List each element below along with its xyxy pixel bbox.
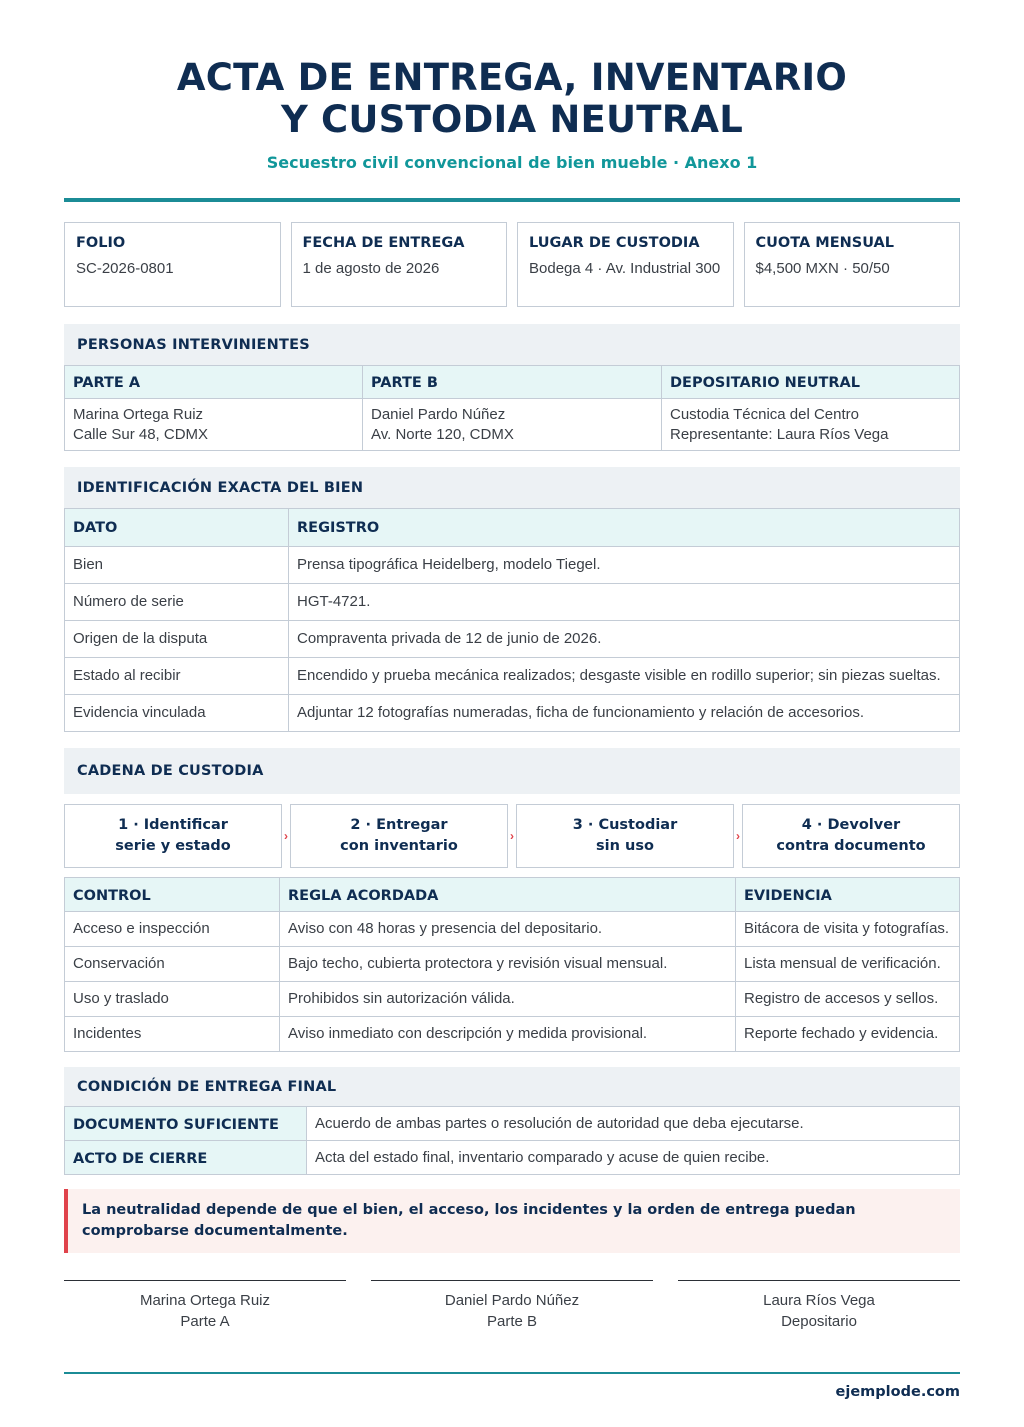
- info-value: 1 de agosto de 2026: [302, 260, 440, 277]
- chevron-right-icon: ›: [736, 829, 740, 843]
- signature-block: [678, 1280, 960, 1332]
- signature-row: [64, 1280, 960, 1332]
- signature-block: [371, 1280, 653, 1332]
- table-cell: Encendido y prueba mecánica realizados; desgaste visible en rodillo superior; sin piezas sueltas.: [289, 658, 960, 695]
- table-cell: Acta del estado final, inventario comparado y acuse de quien recibe.: [307, 1141, 960, 1175]
- custody-steps: [64, 804, 960, 868]
- info-box-fee: [744, 222, 961, 307]
- table-cell: Prohibidos sin autorización válida.: [280, 982, 736, 1017]
- table-row: [65, 584, 960, 621]
- section-heading-people: PERSONAS INTERVINIENTES: [64, 324, 960, 365]
- section-heading-final: CONDICIÓN DE ENTREGA FINAL: [64, 1067, 960, 1106]
- person-cell: [65, 399, 363, 451]
- table-cell: Aviso inmediato con descripción y medida provisional.: [280, 1017, 736, 1052]
- bottom-divider: [64, 1372, 960, 1374]
- table-cell: Incidentes: [65, 1017, 280, 1052]
- column-header: DATO: [65, 509, 289, 547]
- info-box-folio: [64, 222, 281, 307]
- table-cell: Bitácora de visita y fotografías.: [736, 912, 960, 947]
- table-row: [65, 1107, 960, 1141]
- person-name: Marina Ortega Ruiz: [73, 406, 204, 423]
- person-address: Calle Sur 48, CDMX: [73, 426, 209, 443]
- table-cell: Número de serie: [65, 584, 289, 621]
- table-cell: Prensa tipográfica Heidelberg, modelo Tiegel.: [289, 547, 960, 584]
- column-header: DEPOSITARIO NEUTRAL: [662, 366, 960, 399]
- signer-name: Laura Ríos Vega: [763, 1292, 875, 1309]
- custody-step-4: [742, 804, 960, 868]
- column-header: REGISTRO: [289, 509, 960, 547]
- signer-role: Depositario: [781, 1313, 857, 1330]
- document-page: [64, 0, 960, 1332]
- info-value: Bodega 4 · Av. Industrial 300: [529, 260, 721, 277]
- info-row: [64, 222, 960, 307]
- table-cell: Acuerdo de ambas partes o resolución de autoridad que deba ejecutarse.: [307, 1107, 960, 1141]
- document-title: [64, 57, 960, 141]
- step-line: con inventario: [340, 838, 458, 854]
- table-row: [65, 658, 960, 695]
- table-cell: Uso y traslado: [65, 982, 280, 1017]
- info-label: LUGAR DE CUSTODIA: [529, 235, 700, 251]
- table-cell: Lista mensual de verificación.: [736, 947, 960, 982]
- table-cell: Conservación: [65, 947, 280, 982]
- person-cell: [662, 399, 960, 451]
- final-condition-table: [64, 1106, 960, 1175]
- info-label: CUOTA MENSUAL: [755, 235, 894, 251]
- person-representative: Representante: Laura Ríos Vega: [670, 426, 889, 443]
- title-line-1: ACTA DE ENTREGA, INVENTARIO: [176, 56, 848, 99]
- column-header: CONTROL: [65, 878, 280, 912]
- person-cell: [363, 399, 662, 451]
- table-cell: Origen de la disputa: [65, 621, 289, 658]
- column-header: EVIDENCIA: [736, 878, 960, 912]
- person-name: Daniel Pardo Núñez: [371, 406, 506, 423]
- info-value: $4,500 MXN · 50/50: [755, 260, 890, 277]
- step-line: 2 · Entregar: [350, 817, 448, 833]
- table-row: [65, 982, 960, 1017]
- table-cell: Estado al recibir: [65, 658, 289, 695]
- chevron-right-icon: ›: [510, 829, 514, 843]
- table-cell: Reporte fechado y evidencia.: [736, 1017, 960, 1052]
- document-subtitle: Secuestro civil convencional de bien mueble · Anexo 1: [266, 153, 758, 172]
- custody-step-3: [516, 804, 734, 868]
- section-heading-custody: CADENA DE CUSTODIA: [64, 748, 960, 794]
- info-value: SC-2026-0801: [76, 260, 174, 277]
- table-row: [65, 947, 960, 982]
- table-cell: Registro de accesos y sellos.: [736, 982, 960, 1017]
- person-address: Av. Norte 120, CDMX: [371, 426, 514, 443]
- row-header: DOCUMENTO SUFICIENTE: [65, 1107, 307, 1141]
- top-divider: [64, 198, 960, 202]
- table-cell: Compraventa privada de 12 de junio de 2026.: [289, 621, 960, 658]
- table-cell: Aviso con 48 horas y presencia del depositario.: [280, 912, 736, 947]
- signer-role: Parte A: [180, 1313, 230, 1330]
- signer-role: Parte B: [486, 1313, 538, 1330]
- step-line: serie y estado: [115, 838, 231, 854]
- table-row: [65, 399, 960, 451]
- footer-site: ejemplode.com: [835, 1384, 960, 1400]
- custody-step-1: [64, 804, 282, 868]
- person-name: Custodia Técnica del Centro: [670, 406, 859, 423]
- table-row: [65, 1017, 960, 1052]
- table-cell: HGT-4721.: [289, 584, 960, 621]
- step-line: contra documento: [776, 838, 926, 854]
- step-line: sin uso: [596, 838, 654, 854]
- section-heading-identification: IDENTIFICACIÓN EXACTA DEL BIEN: [64, 467, 960, 508]
- info-label: FECHA DE ENTREGA: [302, 235, 465, 251]
- chevron-right-icon: ›: [284, 829, 288, 843]
- title-line-2: Y CUSTODIA NEUTRAL: [280, 98, 744, 141]
- identification-table: [64, 508, 960, 732]
- column-header: PARTE B: [363, 366, 662, 399]
- signature-block: [64, 1280, 346, 1332]
- row-header: ACTO DE CIERRE: [65, 1141, 307, 1175]
- step-line: 4 · Devolver: [801, 817, 901, 833]
- info-box-location: [517, 222, 734, 307]
- step-line: 3 · Custodiar: [572, 817, 678, 833]
- info-box-date: [291, 222, 508, 307]
- table-cell: Evidencia vinculada: [65, 695, 289, 732]
- custody-step-2: [290, 804, 508, 868]
- table-cell: Bajo techo, cubierta protectora y revisión visual mensual.: [280, 947, 736, 982]
- column-header: REGLA ACORDADA: [280, 878, 736, 912]
- custody-control-table: [64, 877, 960, 1052]
- table-row: [65, 695, 960, 732]
- table-row: [65, 912, 960, 947]
- table-row: [65, 621, 960, 658]
- column-header: PARTE A: [65, 366, 363, 399]
- info-label: FOLIO: [76, 235, 126, 251]
- table-row: [65, 547, 960, 584]
- neutrality-note: La neutralidad depende de que el bien, el acceso, los incidentes y la orden de entrega puedan comprobarse documentalmente.: [64, 1189, 960, 1253]
- signer-name: Marina Ortega Ruiz: [139, 1292, 271, 1309]
- signer-name: Daniel Pardo Núñez: [444, 1292, 580, 1309]
- table-cell: Acceso e inspección: [65, 912, 280, 947]
- table-row: [65, 1141, 960, 1175]
- table-cell: Bien: [65, 547, 289, 584]
- people-table: [64, 365, 960, 451]
- step-line: 1 · Identificar: [118, 817, 228, 833]
- table-cell: Adjuntar 12 fotografías numeradas, ficha de funcionamiento y relación de accesorios.: [289, 695, 960, 732]
